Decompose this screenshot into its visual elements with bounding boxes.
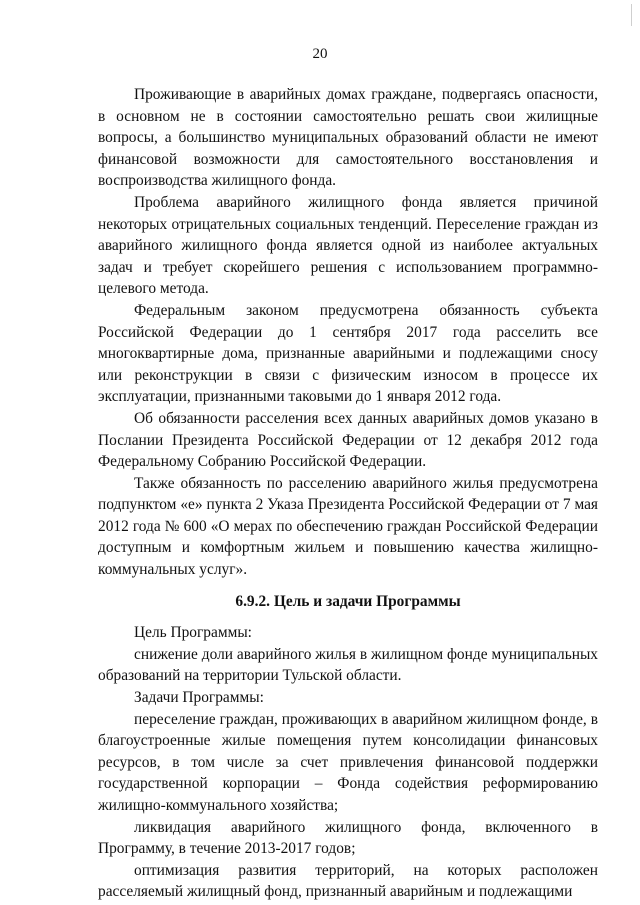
document-body <box>98 84 598 903</box>
paragraph-presidential-decree: Также обязанность по расселению аварийного жилья предусмотрена подпунктом «е» пункта 2 Указа Президента Российской Федерации от 7 мая 2012 года № 600 «О мерах по обеспечению граждан Российской Федерации доступным и комфортным жильем и повышению качества жилищно-коммунальных услуг». <box>98 474 598 579</box>
tasks-label: Задачи Программы: <box>134 689 264 707</box>
section-heading: 6.9.2. Цель и задачи Программы <box>235 592 461 610</box>
page-number: 20 <box>312 46 328 62</box>
goal-text: снижение доли аварийного жилья в жилищном фонде муниципальных образований на территории Тульской области. <box>98 645 598 685</box>
paragraph-emergency-residents: Проживающие в аварийных домах граждане, подвергаясь опасности, в основном не в состоянии самостоятельно решать свои жилищные вопросы, а большинство муниципальных образований области не имеют финансовой возможности для самостоятельного восстановления и воспроизводства жилищного фонда. <box>98 86 598 190</box>
scan-edge-mark <box>625 4 632 26</box>
task-resettlement: переселение граждан, проживающих в аварийном жилищном фонде, в благоустроенные жилые помещения путем консолидации финансовых ресурсов, в том числе за счет привлечения финансовой поддержки государственной корпорации – Фонда содействия реформированию жилищно-коммунального хозяйства; <box>98 710 598 814</box>
paragraph-presidential-address: Об обязанности расселения всех данных аварийных домов указано в Послании Президента Российской Федерации от 12 декабря 2012 года Федеральному Собранию Российской Федерации. <box>98 409 598 471</box>
goal-label: Цель Программы: <box>134 624 252 642</box>
paragraph-problem-statement: Проблема аварийного жилищного фонда является причиной некоторых отрицательных социальных тенденций. Переселение граждан из аварийного жилищного фонда является одной из наиболее актуальных задач и требует скорейшего решения с использованием программно-целевого метода. <box>98 193 598 298</box>
task-liquidation: ликвидация аварийного жилищного фонда, включенного в Программу, в течение 2013-2017 годов; <box>98 818 598 858</box>
paragraph-federal-law: Федеральным законом предусмотрена обязанность субъекта Российской Федерации до 1 сентября 2017 года расселить все многоквартирные дома, признанные аварийными и подлежащими сносу или реконструкции в связи с физическим износом в процессе их эксплуатации, признанными таковыми до 1 января 2012 года. <box>98 301 598 406</box>
task-optimization: оптимизация развития территорий, на которых расположен расселяемый жилищный фонд, признанный аварийным и подлежащими <box>98 861 598 901</box>
